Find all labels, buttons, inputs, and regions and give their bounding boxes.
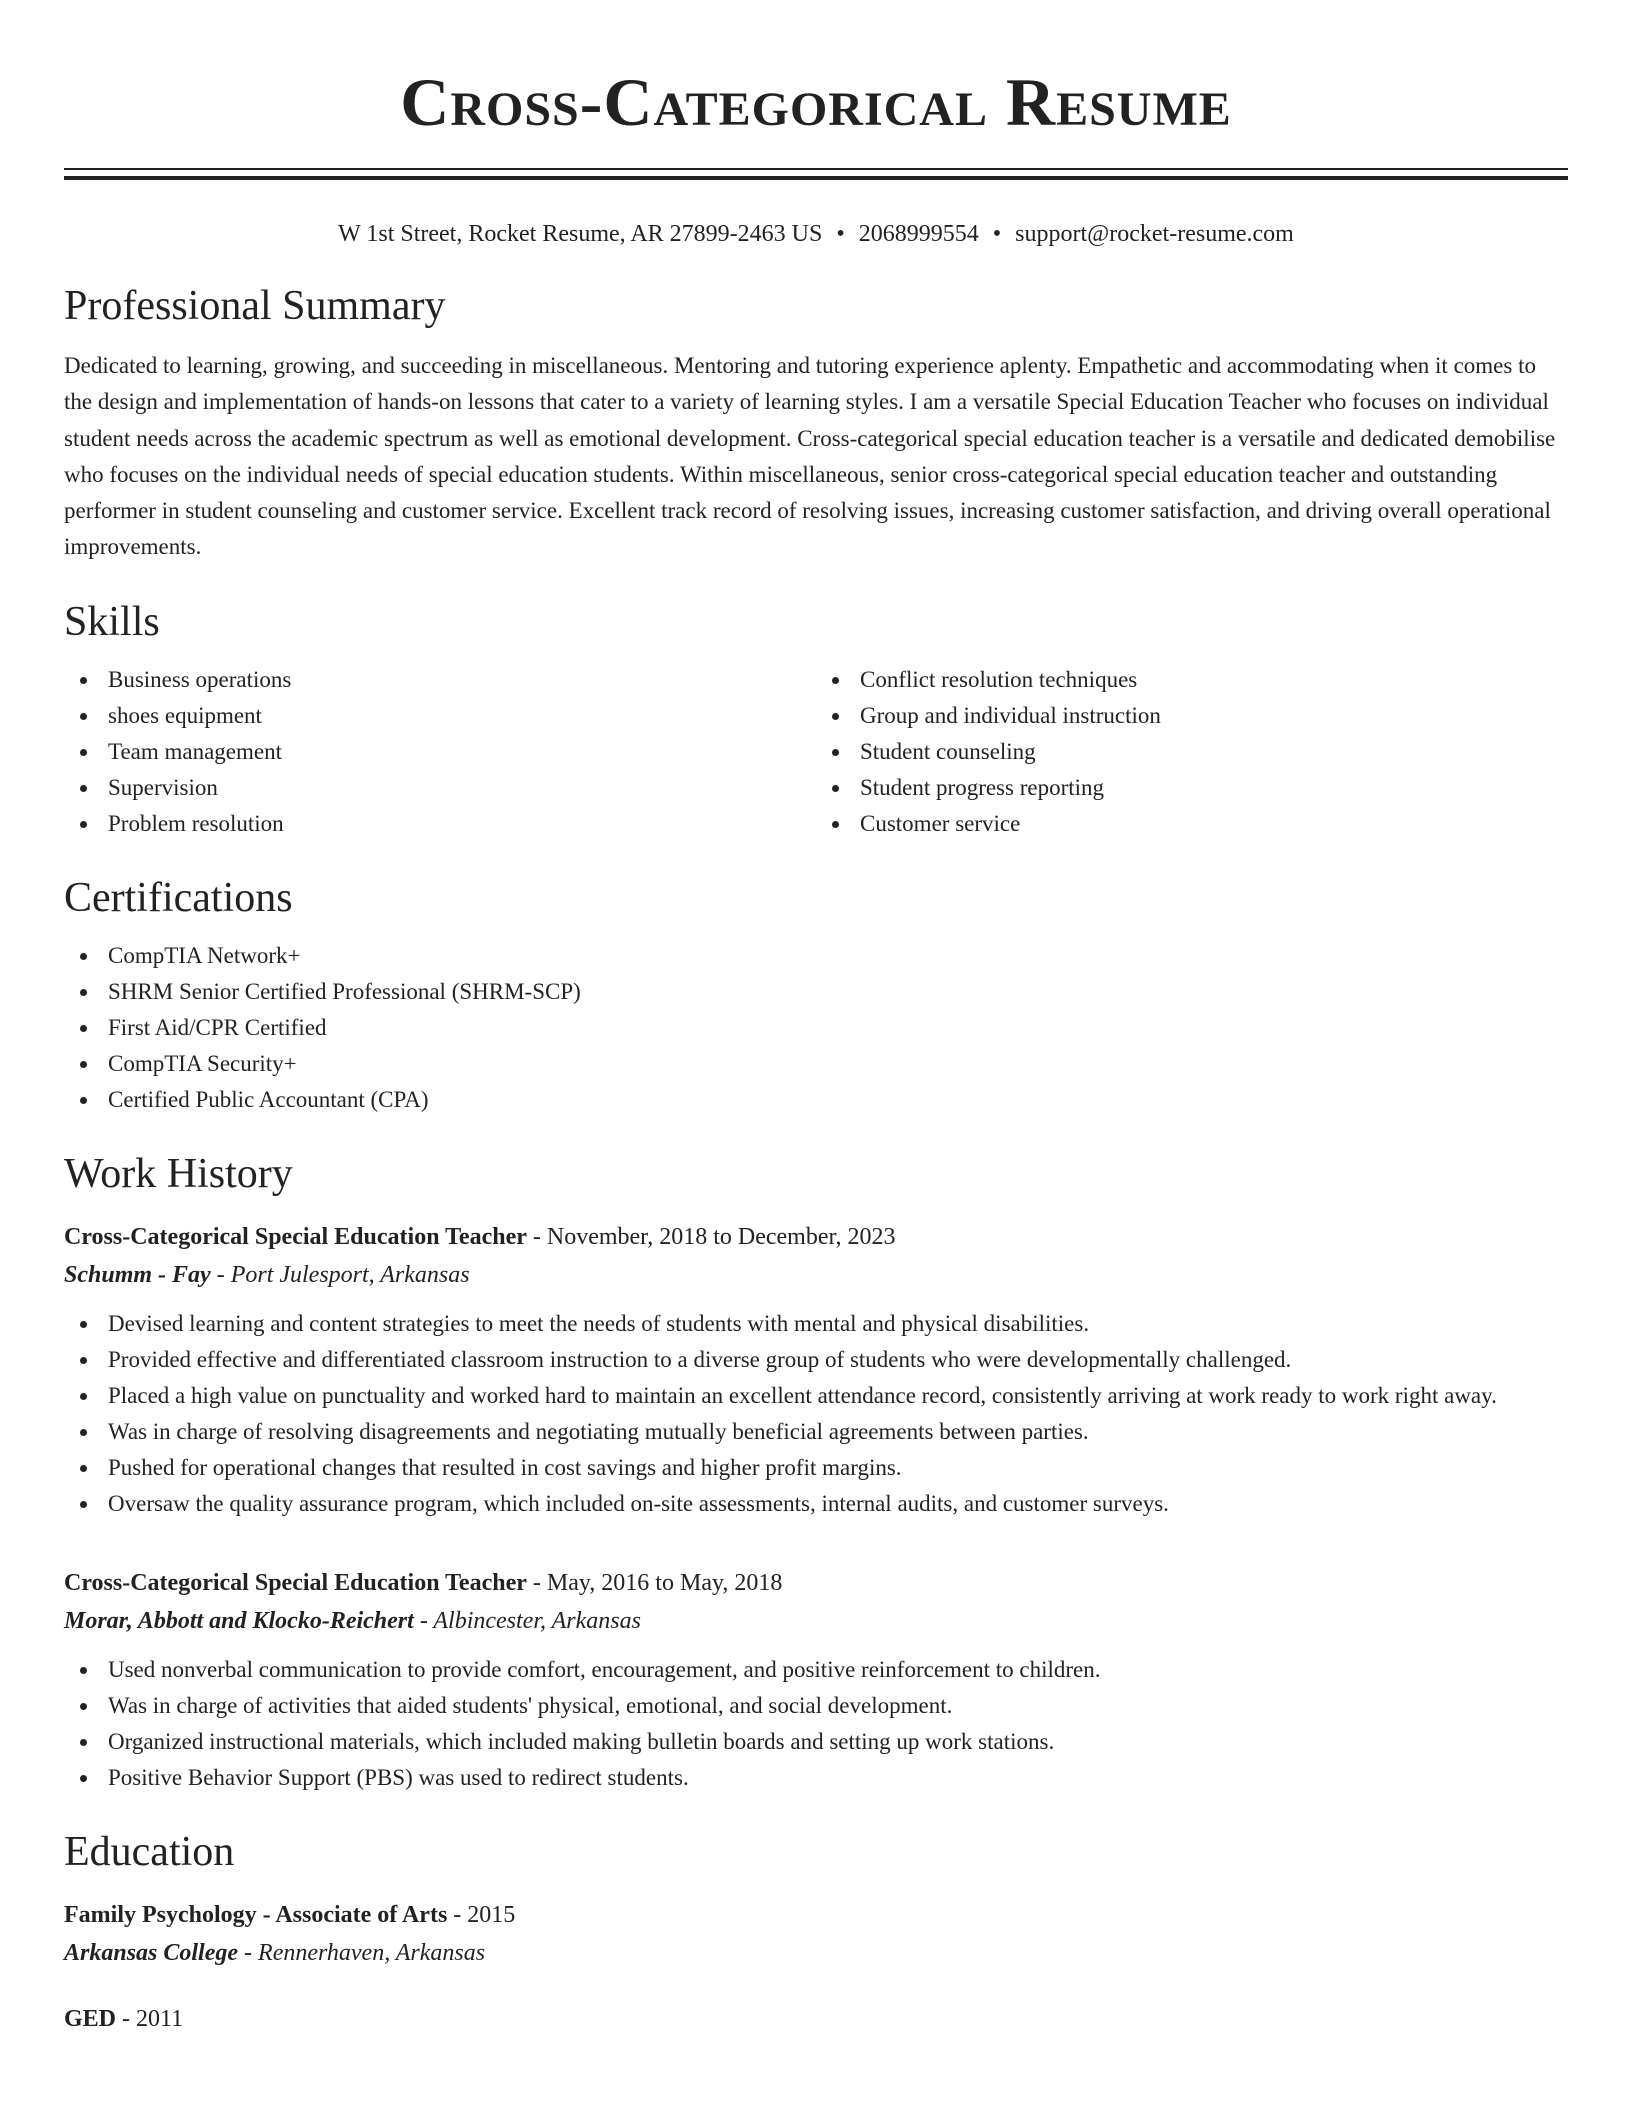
education-header	[64, 1896, 1568, 1934]
contact-email: support@rocket-resume.com	[1015, 221, 1294, 247]
education-dash: -	[238, 1939, 259, 1966]
job-location: Albincester, Arkansas	[433, 1607, 641, 1634]
job-company: Schumm - Fay	[64, 1261, 211, 1288]
job-dash: -	[526, 1569, 547, 1596]
education-school: Arkansas College	[64, 1939, 239, 1966]
skill-item: Customer service	[860, 806, 1568, 842]
job-header	[64, 1564, 1568, 1602]
skill-item: Student counseling	[860, 734, 1568, 770]
contact-phone: 2068999554	[858, 221, 979, 247]
education-year: 2015	[467, 1901, 516, 1928]
work-history-heading: Work History	[64, 1150, 293, 1197]
education-dash: -	[116, 2005, 137, 2032]
job-title: Cross-Categorical Special Education Teacher	[64, 1569, 527, 1596]
contact-separator: •	[836, 221, 845, 247]
resume-title: Cross-Categorical Resume	[400, 64, 1232, 140]
job-duty: Pushed for operational changes that resulted in cost savings and higher profit margins.	[64, 1450, 1568, 1486]
summary-heading: Professional Summary	[64, 283, 446, 329]
skill-item: Conflict resolution techniques	[860, 662, 1568, 698]
education-degree: GED	[64, 2005, 117, 2032]
skills-columns	[64, 662, 1568, 842]
job-dates: May, 2016 to May, 2018	[546, 1569, 783, 1596]
job-entry	[64, 1218, 1568, 1522]
contact-separator: •	[992, 221, 1002, 247]
skills-list-right	[816, 662, 1568, 842]
skill-item: Student progress reporting	[860, 770, 1568, 806]
job-duties-list	[64, 1306, 1568, 1522]
job-duty: Was in charge of resolving disagreements and negotiating mutually beneficial agreements between parties.	[64, 1414, 1568, 1450]
skill-item: Supervision	[108, 770, 816, 806]
certification-item: CompTIA Network+	[64, 938, 1568, 974]
job-duty: Placed a high value on punctuality and worked hard to maintain an excellent attendance record, consistently arriving at work ready to work right away.	[64, 1378, 1568, 1414]
skill-item: Team management	[108, 734, 816, 770]
education-dash: -	[447, 1901, 468, 1928]
skill-item: shoes equipment	[108, 698, 816, 734]
job-header	[64, 1218, 1568, 1256]
title-rule-thin	[64, 168, 1568, 170]
job-employer	[64, 1256, 1568, 1294]
education-school-line	[64, 1934, 1568, 1972]
education-entry	[64, 1896, 1568, 1972]
job-entry	[64, 1564, 1568, 1796]
skill-item: Problem resolution	[108, 806, 816, 842]
job-employer	[64, 1602, 1568, 1640]
education-year: 2011	[136, 2005, 184, 2032]
skills-heading: Skills	[64, 598, 160, 645]
job-duty: Was in charge of activities that aided students' physical, emotional, and social development.	[64, 1688, 1568, 1724]
job-duty: Used nonverbal communication to provide comfort, encouragement, and positive reinforcement to children.	[64, 1652, 1568, 1688]
job-duty: Oversaw the quality assurance program, which included on-site assessments, internal audits, and customer surveys.	[64, 1486, 1568, 1522]
education-heading: Education	[64, 1828, 235, 1875]
education-degree: Family Psychology - Associate of Arts	[64, 1901, 448, 1928]
job-duty: Positive Behavior Support (PBS) was used to redirect students.	[64, 1760, 1568, 1796]
certification-item: CompTIA Security+	[64, 1046, 1568, 1082]
job-dash: -	[526, 1223, 547, 1250]
certifications-list	[64, 938, 1568, 1118]
contact-address: W 1st Street, Rocket Resume, AR 27899-2463 US	[338, 221, 823, 247]
job-dash: -	[210, 1261, 231, 1288]
job-dash: -	[413, 1607, 434, 1634]
skill-item: Group and individual instruction	[860, 698, 1568, 734]
certification-item: First Aid/CPR Certified	[64, 1010, 1568, 1046]
education-location: Rennerhaven, Arkansas	[258, 1939, 486, 1966]
education-header	[64, 2000, 1568, 2038]
certification-item: SHRM Senior Certified Professional (SHRM-SCP)	[64, 974, 1568, 1010]
summary-text: Dedicated to learning, growing, and succeeding in miscellaneous. Mentoring and tutoring experience aplenty. Empathetic and accommodating when it comes to the design and implementation of hands-on lessons that cater to a variety of learning styles. I am a versatile Special Education Teacher who focuses on individual student needs across the academic spectrum as well as emotional development. Cross-categorical special education teacher is a versatile and dedicated demobilise who focuses on the individual needs of special education students. Within miscellaneous, senior cross-categorical special education teacher and outstanding performer in student counseling and customer service. Excellent track record of resolving issues, increasing customer satisfaction, and driving overall operational improvements.	[64, 353, 1556, 560]
job-location: Port Julesport, Arkansas	[230, 1261, 470, 1288]
skills-list-left	[64, 662, 816, 842]
certification-item: Certified Public Accountant (CPA)	[64, 1082, 1568, 1118]
job-duty: Devised learning and content strategies to meet the needs of students with mental and physical disabilities.	[64, 1306, 1568, 1342]
job-title: Cross-Categorical Special Education Teacher	[64, 1223, 527, 1250]
title-rule-thick	[64, 176, 1568, 180]
job-duty: Organized instructional materials, which included making bulletin boards and setting up work stations.	[64, 1724, 1568, 1760]
job-dates: November, 2018 to December, 2023	[546, 1223, 896, 1250]
certifications-heading: Certifications	[64, 874, 293, 921]
job-duty: Provided effective and differentiated classroom instruction to a diverse group of students who were developmentally challenged.	[64, 1342, 1568, 1378]
skill-item: Business operations	[108, 662, 816, 698]
job-duties-list	[64, 1652, 1568, 1796]
education-entry	[64, 2000, 1568, 2038]
contact-line	[64, 218, 1568, 250]
job-company: Morar, Abbott and Klocko-Reichert	[64, 1607, 414, 1634]
